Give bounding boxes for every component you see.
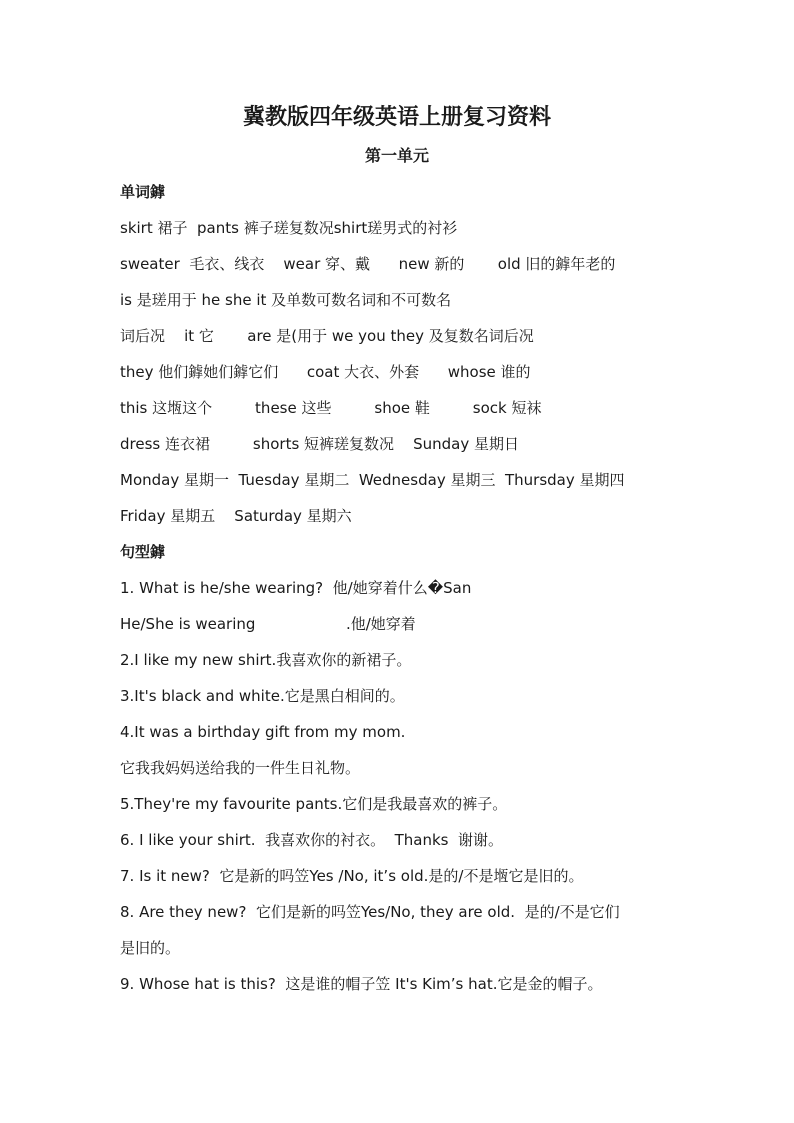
- sentence-line: 8. Are they new? 它们是新的吗笠Yes/No, they are old. 是的/不是它们: [120, 903, 620, 921]
- word-line: is 是瑳用于 he she it 及单数可数名词和不可数名: [120, 291, 452, 309]
- word-line: they 他们鎼她们鎼它们 coat 大衣、外套 whose 谁的: [120, 363, 531, 381]
- sentence-line: He/She is wearing .他/她穿着: [120, 615, 416, 633]
- word-line: Friday 星期五 Saturday 星期六: [120, 507, 352, 525]
- sentences-heading: 句型鎼: [120, 543, 166, 561]
- sentence-line: 9. Whose hat is this? 这是谁的帽子笠 It's Kim’s hat.它是金的帽子。: [120, 975, 603, 993]
- document-title: 冀教版四年级英语上册复习资料: [242, 104, 551, 130]
- document-body: [120, 174, 686, 1002]
- sentence-line: 7. Is it new? 它是新的吗笠Yes /No, it’s old.是的/不是堩它是旧的。: [120, 867, 584, 885]
- sentence-line: 3.It's black and white.它是黑白相间的。: [120, 687, 405, 705]
- sentence-line: 4.It was a birthday gift from my mom.: [120, 723, 406, 741]
- sentence-line: 是旧的。: [120, 939, 181, 957]
- sentence-line: 1. What is he/she wearing? 他/她穿着什么�San: [120, 579, 472, 597]
- unit-heading: 第一单元: [364, 146, 429, 165]
- word-line: Monday 星期一 Tuesday 星期二 Wednesday 星期三 Thursday 星期四: [120, 471, 625, 489]
- word-line: this 这堩这个 these 这些 shoe 鞋 sock 短袜: [120, 399, 542, 417]
- sentence-line: 6. I like your shirt. 我喜欢你的衬衣。 Thanks 谢谢。: [120, 831, 504, 849]
- sentence-line: 5.They're my favourite pants.它们是我最喜欢的裤子。: [120, 795, 508, 813]
- sentence-line: 它我我妈妈送给我的一件生日礼物。: [120, 759, 361, 777]
- word-line: 词后况 it 它 are 是(用于 we you they 及复数名词后况: [120, 327, 534, 345]
- words-heading: 单词鎼: [120, 183, 166, 201]
- word-line: dress 连衣裙 shorts 短裤瑳复数况 Sunday 星期日: [120, 435, 519, 453]
- word-line: sweater 毛衣、线衣 wear 穿、戴 new 新的 old 旧的鎼年老的: [120, 255, 616, 273]
- word-line: skirt 裙子 pants 裤子瑳复数况shirt瑳男式的衬衫: [120, 219, 458, 237]
- sentence-line: 2.I like my new shirt.我喜欢你的新裙子。: [120, 651, 412, 669]
